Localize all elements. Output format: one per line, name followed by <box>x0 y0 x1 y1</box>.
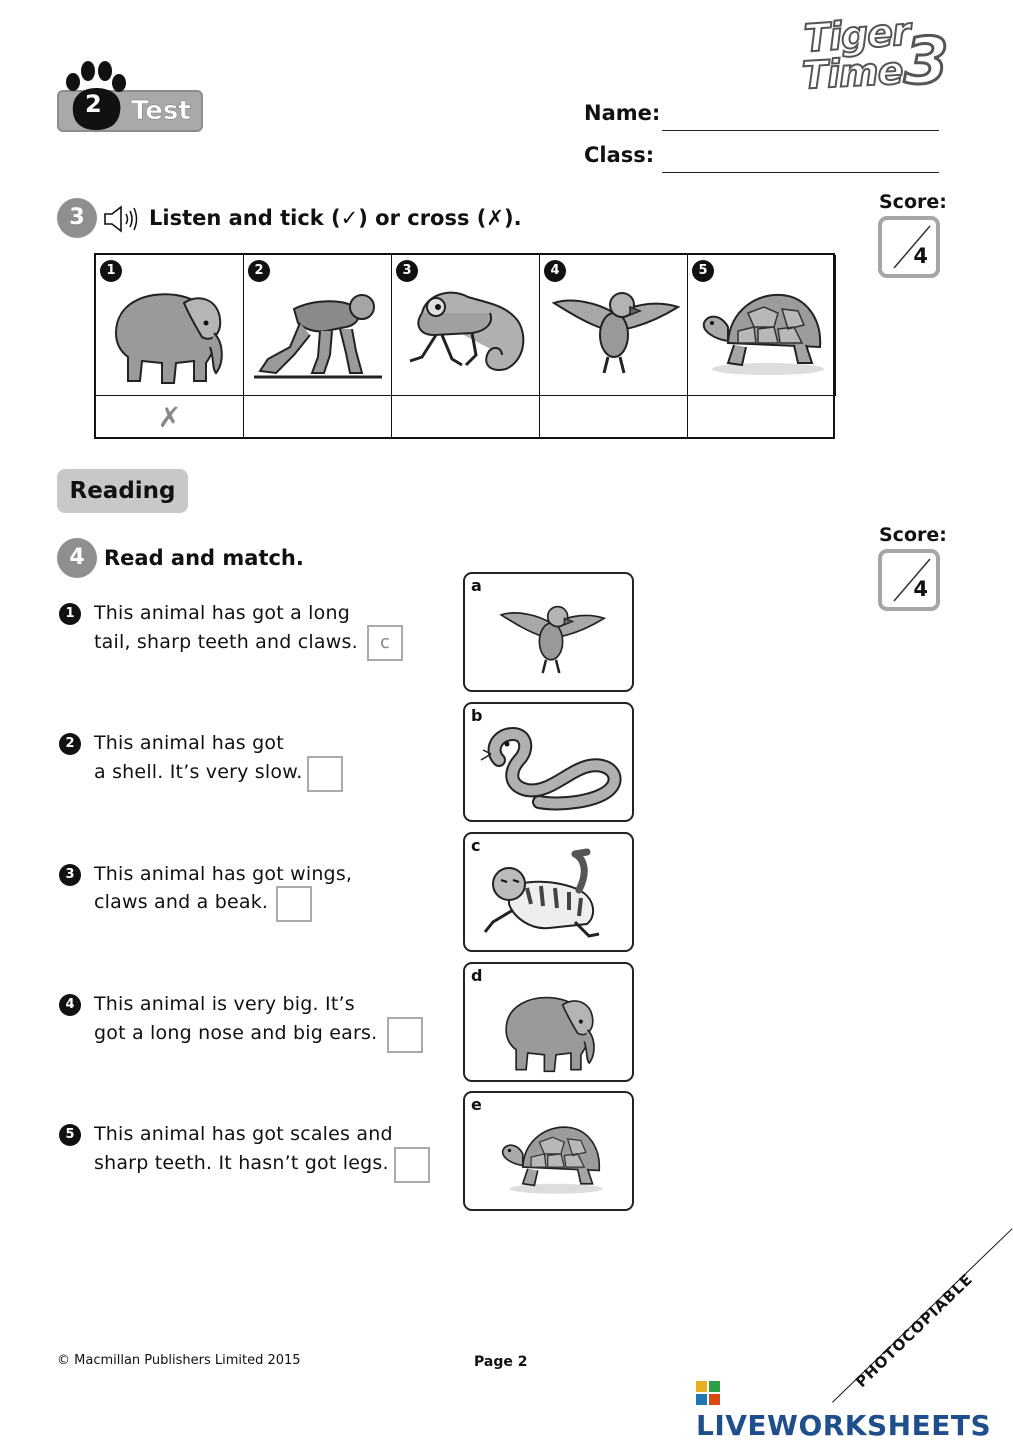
picture-cell-2 <box>244 255 392 395</box>
item-5-answer-box[interactable] <box>394 1147 430 1183</box>
picture-card-b <box>463 702 634 822</box>
snake-icon <box>479 720 623 818</box>
chameleon-icon <box>402 273 530 391</box>
item-number-2: 2 <box>59 733 81 755</box>
item-2-line-2: a shell. It’s very slow. <box>94 761 303 783</box>
item-number-3: 3 <box>59 864 81 886</box>
tiger-icon <box>479 850 623 948</box>
reading-heading: Reading <box>57 469 188 513</box>
item-5-line-1: This animal has got scales and <box>94 1123 393 1145</box>
item-1-answer-box[interactable]: c <box>367 625 403 661</box>
item-2-line-1: This animal has got <box>94 732 284 754</box>
reading-score-label: Score: <box>879 524 947 546</box>
item-5-line-2: sharp teeth. It hasn’t got legs. <box>94 1152 389 1174</box>
card-letter: c <box>471 836 481 855</box>
item-4-line-1: This animal is very big. It’s <box>94 993 355 1015</box>
test-badge <box>57 60 205 134</box>
running-animal-icon <box>254 273 382 391</box>
card-letter: d <box>471 966 483 985</box>
elephant-icon <box>479 980 623 1078</box>
reading-score-box[interactable] <box>878 549 940 611</box>
item-1-line-2: tail, sharp teeth and claws. <box>94 631 358 653</box>
item-1-line-1: This animal has got a long <box>94 602 350 624</box>
picture-number: 5 <box>692 260 714 282</box>
item-number-4: 4 <box>59 994 81 1016</box>
item-number-1: 1 <box>59 603 81 625</box>
picture-number: 4 <box>544 260 566 282</box>
picture-cell-4 <box>540 255 688 395</box>
name-label: Name: <box>584 101 661 125</box>
listening-instruction: Listen and tick (✓) or cross (✗). <box>149 206 522 230</box>
bird-icon <box>479 590 623 688</box>
item-4-line-2: got a long nose and big ears. <box>94 1022 378 1044</box>
unit-number: 2 <box>85 90 102 118</box>
picture-cell-3 <box>392 255 540 395</box>
photocopiable-label: PHOTOCOPIABLE <box>852 1270 977 1391</box>
answer-cell-5[interactable] <box>688 395 836 439</box>
card-letter: b <box>471 706 483 725</box>
page-number: Page 2 <box>474 1354 528 1370</box>
class-field[interactable] <box>662 172 939 173</box>
card-letter: a <box>471 576 482 595</box>
elephant-icon <box>106 273 234 391</box>
reading-score-max: 4 <box>913 577 928 601</box>
picture-cell-5 <box>688 255 836 395</box>
listening-score-max: 4 <box>913 244 928 268</box>
picture-number: 2 <box>248 260 270 282</box>
picture-number: 3 <box>396 260 418 282</box>
item-4-answer-box[interactable] <box>387 1017 423 1053</box>
class-label: Class: <box>584 143 655 167</box>
reading-instruction: Read and match. <box>104 546 304 570</box>
section-number-3: 3 <box>57 198 97 238</box>
test-label: Test <box>131 96 191 126</box>
tortoise-icon <box>479 1109 623 1207</box>
listening-score-box[interactable] <box>878 216 940 278</box>
item-2-answer-box[interactable] <box>307 756 343 792</box>
picture-card-c <box>463 832 634 952</box>
section-number-4: 4 <box>57 538 97 578</box>
tortoise-icon <box>698 273 826 391</box>
answer-cell-2[interactable] <box>244 395 392 439</box>
item-3-answer-box[interactable] <box>276 886 312 922</box>
speaker-icon[interactable] <box>102 204 140 234</box>
logo-word-tiger: Tiger <box>802 9 912 61</box>
picture-cell-1 <box>96 255 244 395</box>
logo-word-time: Time <box>800 48 904 98</box>
bird-icon <box>550 273 678 391</box>
picture-card-d <box>463 962 634 1082</box>
item-3-line-1: This animal has got wings, <box>94 863 353 885</box>
answer-cell-4[interactable] <box>540 395 688 439</box>
logo-level-number: 3 <box>904 25 948 99</box>
item-3-line-2: claws and a beak. <box>94 891 269 913</box>
liveworksheets-watermark <box>696 1376 1000 1442</box>
watermark-text: LIVEWORKSHEETS <box>696 1409 992 1442</box>
tiger-time-logo <box>800 9 960 100</box>
picture-card-e <box>463 1091 634 1211</box>
listening-picture-table <box>94 253 835 439</box>
picture-number: 1 <box>100 260 122 282</box>
item-number-5: 5 <box>59 1124 81 1146</box>
answer-cell-3[interactable] <box>392 395 540 439</box>
liveworksheets-logo-icon <box>696 1381 720 1405</box>
copyright-notice: © Macmillan Publishers Limited 2015 <box>57 1353 301 1368</box>
listening-score-label: Score: <box>879 191 947 213</box>
answer-cell-1[interactable]: ✗ <box>96 395 244 439</box>
name-field[interactable] <box>662 130 939 131</box>
picture-card-a <box>463 572 634 692</box>
card-letter: e <box>471 1095 482 1114</box>
